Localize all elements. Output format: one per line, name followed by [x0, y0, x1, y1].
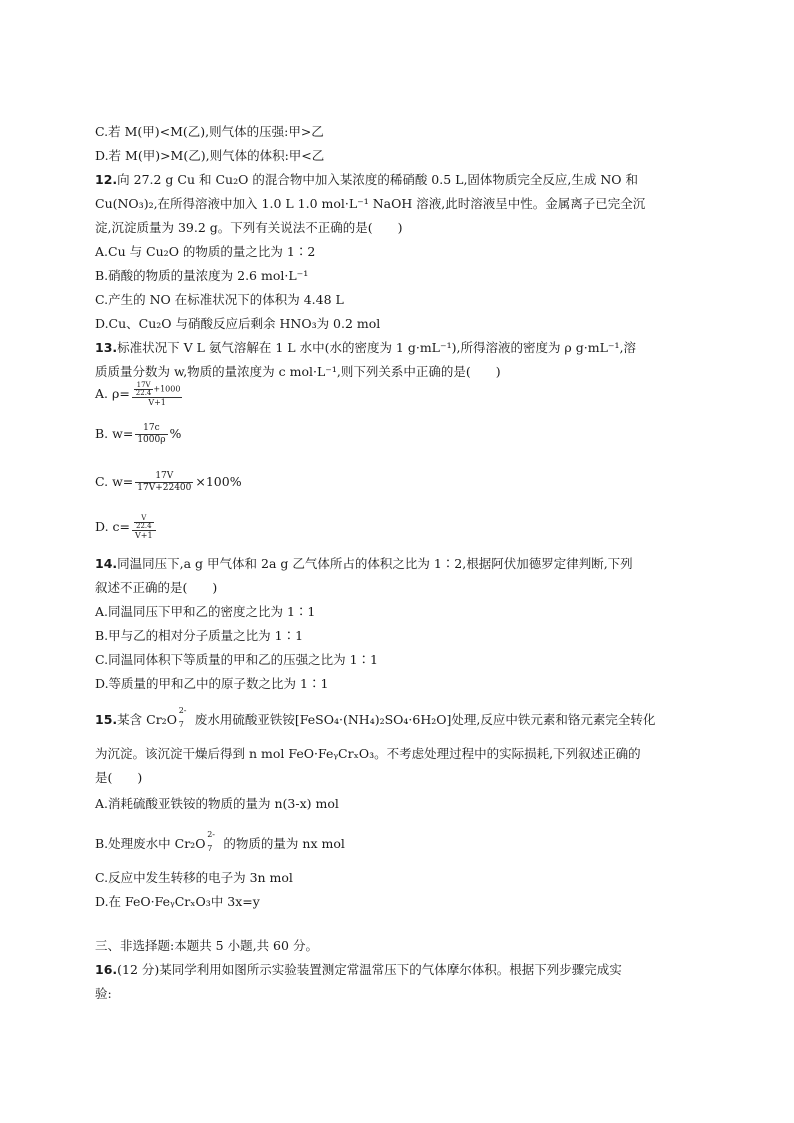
ion-charge: 2- [178, 706, 187, 715]
numerator: 17c [143, 423, 160, 433]
fraction [132, 382, 183, 407]
option-c-q12: C.产生的 NO 在标准状况下的体积为 4.48 L [95, 292, 344, 307]
question-16-stem-line1 [95, 962, 622, 978]
question-12-stem-line1 [95, 172, 638, 188]
formula-suffix: % [169, 426, 182, 441]
denominator: 17V+22400 [137, 483, 192, 493]
question-number: 13. [95, 340, 118, 355]
text: 的物质的量为 nx mol [223, 836, 345, 851]
text: 同温同压下,a g 甲气体和 2a g 乙气体所占的体积之比为 1∶2,根据阿伏加德罗定律判断,下列 [117, 556, 633, 571]
ion-charge: 2- [207, 830, 215, 839]
question-13-stem-line2: 质质量分数为 w,物质的量浓度为 c mol·L⁻¹,则下列关系中正确的是( ) [95, 364, 501, 379]
text: 向 27.2 g Cu 和 Cu₂O 的混合物中加入某浓度的稀硝酸 0.5 L,固体物质完全反应,生成 NO 和 [117, 172, 639, 187]
question-14-stem-line2: 叙述不正确的是( ) [95, 580, 218, 595]
numerator: 17V [136, 381, 151, 389]
denominator: 1000ρ [137, 435, 166, 445]
formula-prefix: D. c= [95, 519, 130, 534]
question-16-stem-line2: 验: [95, 986, 112, 1001]
option-c-q15: C.反应中发生转移的电子为 3n mol [95, 870, 293, 885]
question-number: 15. [95, 712, 118, 727]
fraction [135, 471, 193, 494]
option-d-q13 [95, 506, 158, 548]
formula-suffix: ×100% [195, 474, 242, 489]
section-heading: 三、非选择题:本题共 5 小题,共 60 分。 [95, 938, 318, 953]
option-b-q14: B.甲与乙的相对分子质量之比为 1∶1 [95, 628, 304, 643]
ion-subscript: 7 [207, 844, 213, 853]
formula-prefix: B. w= [95, 426, 134, 441]
fraction [132, 515, 156, 540]
option-c-q13 [95, 464, 242, 500]
text: B.处理废水中 Cr₂ [95, 836, 196, 851]
question-12-stem-line2: Cu(NO₃)₂,在所得溶液中加入 1.0 L 1.0 mol·L⁻¹ NaOH 溶液,此时溶液呈中性。金属离子已完全沉 [95, 196, 646, 211]
option-b-q15 [95, 830, 345, 853]
denominator: V+1 [132, 397, 183, 407]
question-number: 16. [95, 962, 118, 977]
dichromate-ion [195, 830, 219, 853]
question-13-stem-line1 [95, 340, 636, 356]
ion-subscript: 7 [178, 720, 184, 729]
numerator: 17V [155, 471, 174, 481]
numerator-term: +1000 [153, 384, 181, 394]
text: (12 分)某同学利用如图所示实验装置测定常温常压下的气体摩尔体积。根据下列步骤完成实 [117, 962, 622, 977]
nested-fraction [134, 515, 154, 530]
formula-prefix: C. w= [95, 474, 134, 489]
ion-element: O [195, 836, 206, 851]
option-a-q14: A.同温同压下甲和乙的密度之比为 1∶1 [95, 604, 316, 619]
option-a-q12: A.Cu 与 Cu₂O 的物质的量之比为 1∶2 [95, 244, 316, 259]
numerator: V [141, 514, 147, 522]
option-d-q15: D.在 FeO·FeᵧCrₓO₃中 3x=y [95, 894, 260, 909]
option-d-q11: D.若 M(甲)>M(乙),则气体的体积:甲<乙 [95, 148, 325, 163]
denominator: 22.4 [135, 389, 152, 397]
option-d-q12: D.Cu、Cu₂O 与硝酸反应后剩余 HNO₃为 0.2 mol [95, 316, 381, 331]
question-15-stem-line2: 为沉淀。该沉淀干燥后得到 n mol FeO·FeᵧCrₓO₃。不考虑处理过程中的实际损耗,下列叙述正确的 [95, 746, 641, 761]
fraction [135, 423, 167, 446]
option-c-q11: C.若 M(甲)<M(乙),则气体的压强:甲>乙 [95, 124, 324, 139]
text: 标准状况下 V L 氨气溶解在 1 L 水中(水的密度为 1 g·mL⁻¹),所得溶液的密度为 ρ g·mL⁻¹,溶 [117, 340, 636, 355]
question-15-stem-line1 [95, 706, 656, 729]
dichromate-ion [166, 706, 191, 729]
ion-element: O [166, 712, 177, 727]
option-b-q13 [95, 416, 181, 452]
option-a-q15: A.消耗硫酸亚铁铵的物质的量为 n(3-x) mol [95, 796, 339, 811]
denominator: V+1 [132, 530, 156, 540]
option-d-q14: D.等质量的甲和乙中的原子数之比为 1∶1 [95, 676, 329, 691]
question-number: 14. [95, 556, 118, 571]
option-c-q14: C.同温同体积下等质量的甲和乙的压强之比为 1∶1 [95, 652, 378, 667]
question-12-stem-line3: 淀,沉淀质量为 39.2 g。下列有关说法不正确的是( ) [95, 220, 403, 235]
question-number: 12. [95, 172, 118, 187]
option-a-q13 [95, 374, 184, 414]
denominator: 22.4 [136, 522, 152, 530]
formula-prefix: A. ρ= [95, 386, 130, 401]
question-15-stem-line3: 是( ) [95, 770, 143, 785]
text: 某含 Cr₂ [117, 712, 167, 727]
option-b-q12: B.硝酸的物质的量浓度为 2.6 mol·L⁻¹ [95, 268, 309, 283]
text: 废水用硫酸亚铁铵[FeSO₄·(NH₄)₂SO₄·6H₂O]处理,反应中铁元素和铬元素完全转化 [194, 712, 656, 727]
nested-fraction [134, 382, 154, 397]
question-14-stem-line1 [95, 556, 633, 572]
